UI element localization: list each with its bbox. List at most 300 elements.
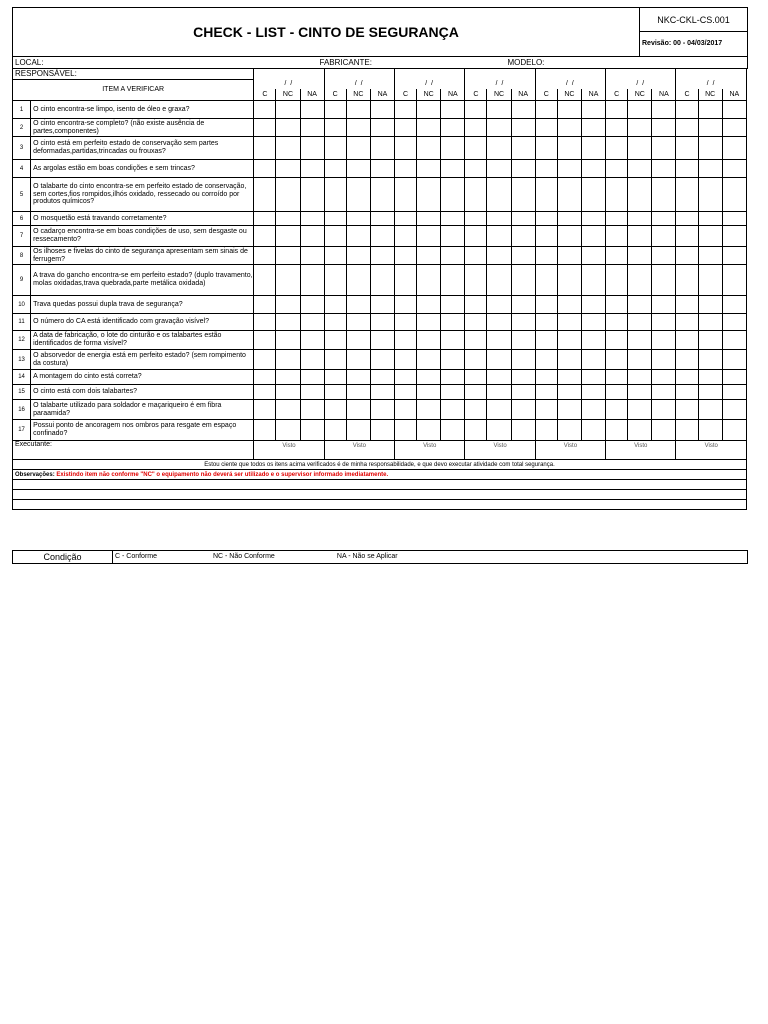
check-cell-na[interactable] <box>511 137 535 160</box>
check-cell-nc[interactable] <box>698 137 722 160</box>
check-cell-na[interactable] <box>511 296 535 314</box>
check-cell-nc[interactable] <box>276 296 300 314</box>
date-placeholder[interactable]: / / <box>254 80 324 90</box>
check-cell-c[interactable] <box>324 296 346 314</box>
check-cell-na[interactable] <box>370 385 394 400</box>
check-cell-c[interactable] <box>676 400 698 420</box>
check-cell-nc[interactable] <box>276 160 300 178</box>
check-cell-na[interactable] <box>370 137 394 160</box>
check-cell-na[interactable] <box>300 212 324 226</box>
check-cell-c[interactable] <box>606 178 628 212</box>
check-cell-nc[interactable] <box>487 212 511 226</box>
check-cell-na[interactable] <box>652 226 676 247</box>
check-cell-nc[interactable] <box>698 420 722 441</box>
check-cell-nc[interactable] <box>628 119 652 137</box>
check-cell-na[interactable] <box>722 247 746 265</box>
check-cell-nc[interactable] <box>557 296 581 314</box>
check-cell-na[interactable] <box>652 370 676 385</box>
check-cell-na[interactable] <box>722 331 746 350</box>
inspection-date-cell[interactable] <box>465 69 535 80</box>
check-cell-nc[interactable] <box>557 400 581 420</box>
check-cell-c[interactable] <box>606 385 628 400</box>
check-cell-nc[interactable] <box>417 296 441 314</box>
date-placeholder[interactable]: / / <box>324 80 394 90</box>
signature-cell[interactable] <box>676 450 747 460</box>
check-cell-na[interactable] <box>370 226 394 247</box>
check-cell-c[interactable] <box>535 101 557 119</box>
check-cell-nc[interactable] <box>557 370 581 385</box>
check-cell-nc[interactable] <box>417 247 441 265</box>
check-cell-na[interactable] <box>652 385 676 400</box>
check-cell-na[interactable] <box>581 420 605 441</box>
check-cell-c[interactable] <box>465 265 487 296</box>
check-cell-c[interactable] <box>606 119 628 137</box>
check-cell-c[interactable] <box>606 137 628 160</box>
check-cell-nc[interactable] <box>276 247 300 265</box>
check-cell-c[interactable] <box>254 101 276 119</box>
check-cell-nc[interactable] <box>417 331 441 350</box>
check-cell-c[interactable] <box>254 160 276 178</box>
check-cell-nc[interactable] <box>628 226 652 247</box>
check-cell-na[interactable] <box>441 420 465 441</box>
check-cell-na[interactable] <box>722 420 746 441</box>
check-cell-c[interactable] <box>324 160 346 178</box>
check-cell-c[interactable] <box>254 350 276 370</box>
check-cell-c[interactable] <box>465 420 487 441</box>
check-cell-c[interactable] <box>606 331 628 350</box>
check-cell-c[interactable] <box>465 350 487 370</box>
check-cell-na[interactable] <box>300 265 324 296</box>
check-cell-nc[interactable] <box>276 137 300 160</box>
check-cell-c[interactable] <box>254 137 276 160</box>
check-cell-na[interactable] <box>300 178 324 212</box>
check-cell-na[interactable] <box>511 400 535 420</box>
check-cell-c[interactable] <box>254 247 276 265</box>
check-cell-na[interactable] <box>441 331 465 350</box>
check-cell-na[interactable] <box>722 101 746 119</box>
check-cell-nc[interactable] <box>276 119 300 137</box>
check-cell-c[interactable] <box>465 331 487 350</box>
check-cell-nc[interactable] <box>487 385 511 400</box>
check-cell-nc[interactable] <box>346 296 370 314</box>
check-cell-nc[interactable] <box>346 314 370 331</box>
check-cell-c[interactable] <box>535 178 557 212</box>
check-cell-na[interactable] <box>652 350 676 370</box>
check-cell-c[interactable] <box>395 331 417 350</box>
check-cell-na[interactable] <box>581 400 605 420</box>
observations-line[interactable] <box>13 490 747 500</box>
check-cell-na[interactable] <box>441 314 465 331</box>
check-cell-c[interactable] <box>254 385 276 400</box>
check-cell-nc[interactable] <box>698 226 722 247</box>
check-cell-na[interactable] <box>581 350 605 370</box>
check-cell-na[interactable] <box>722 265 746 296</box>
check-cell-c[interactable] <box>324 247 346 265</box>
check-cell-c[interactable] <box>254 420 276 441</box>
check-cell-nc[interactable] <box>417 160 441 178</box>
check-cell-na[interactable] <box>441 265 465 296</box>
check-cell-c[interactable] <box>606 370 628 385</box>
check-cell-c[interactable] <box>535 296 557 314</box>
check-cell-nc[interactable] <box>628 420 652 441</box>
check-cell-c[interactable] <box>395 226 417 247</box>
check-cell-na[interactable] <box>581 265 605 296</box>
check-cell-nc[interactable] <box>628 385 652 400</box>
check-cell-c[interactable] <box>254 296 276 314</box>
check-cell-c[interactable] <box>395 420 417 441</box>
check-cell-na[interactable] <box>581 331 605 350</box>
check-cell-na[interactable] <box>652 400 676 420</box>
check-cell-c[interactable] <box>676 226 698 247</box>
check-cell-na[interactable] <box>511 178 535 212</box>
check-cell-c[interactable] <box>395 160 417 178</box>
check-cell-c[interactable] <box>606 247 628 265</box>
check-cell-c[interactable] <box>395 385 417 400</box>
check-cell-nc[interactable] <box>346 331 370 350</box>
check-cell-c[interactable] <box>676 420 698 441</box>
check-cell-c[interactable] <box>395 137 417 160</box>
check-cell-c[interactable] <box>465 137 487 160</box>
check-cell-c[interactable] <box>606 226 628 247</box>
check-cell-na[interactable] <box>300 420 324 441</box>
check-cell-nc[interactable] <box>557 101 581 119</box>
check-cell-na[interactable] <box>652 296 676 314</box>
check-cell-nc[interactable] <box>276 212 300 226</box>
check-cell-na[interactable] <box>300 350 324 370</box>
check-cell-na[interactable] <box>652 331 676 350</box>
check-cell-nc[interactable] <box>346 178 370 212</box>
check-cell-c[interactable] <box>676 178 698 212</box>
check-cell-nc[interactable] <box>276 420 300 441</box>
check-cell-c[interactable] <box>324 212 346 226</box>
check-cell-nc[interactable] <box>346 385 370 400</box>
check-cell-nc[interactable] <box>557 119 581 137</box>
check-cell-nc[interactable] <box>417 212 441 226</box>
check-cell-nc[interactable] <box>557 265 581 296</box>
check-cell-c[interactable] <box>395 247 417 265</box>
check-cell-na[interactable] <box>722 370 746 385</box>
check-cell-c[interactable] <box>676 370 698 385</box>
check-cell-na[interactable] <box>370 160 394 178</box>
check-cell-na[interactable] <box>441 212 465 226</box>
check-cell-nc[interactable] <box>346 265 370 296</box>
check-cell-na[interactable] <box>722 226 746 247</box>
check-cell-c[interactable] <box>395 119 417 137</box>
check-cell-na[interactable] <box>581 178 605 212</box>
signature-cell[interactable] <box>324 450 394 460</box>
check-cell-na[interactable] <box>370 420 394 441</box>
check-cell-na[interactable] <box>441 119 465 137</box>
check-cell-nc[interactable] <box>698 400 722 420</box>
check-cell-nc[interactable] <box>698 101 722 119</box>
check-cell-nc[interactable] <box>557 226 581 247</box>
check-cell-c[interactable] <box>254 212 276 226</box>
check-cell-nc[interactable] <box>487 119 511 137</box>
check-cell-na[interactable] <box>300 400 324 420</box>
check-cell-na[interactable] <box>441 160 465 178</box>
check-cell-nc[interactable] <box>487 265 511 296</box>
check-cell-nc[interactable] <box>417 370 441 385</box>
check-cell-na[interactable] <box>581 247 605 265</box>
check-cell-c[interactable] <box>465 296 487 314</box>
signature-cell[interactable] <box>254 450 324 460</box>
check-cell-c[interactable] <box>535 119 557 137</box>
fabricante-field[interactable]: FABRICANTE: <box>253 57 493 69</box>
check-cell-nc[interactable] <box>487 101 511 119</box>
check-cell-nc[interactable] <box>628 400 652 420</box>
check-cell-na[interactable] <box>722 296 746 314</box>
check-cell-nc[interactable] <box>698 385 722 400</box>
check-cell-c[interactable] <box>324 101 346 119</box>
check-cell-na[interactable] <box>300 137 324 160</box>
check-cell-nc[interactable] <box>628 296 652 314</box>
check-cell-nc[interactable] <box>346 101 370 119</box>
check-cell-na[interactable] <box>722 350 746 370</box>
check-cell-c[interactable] <box>606 400 628 420</box>
signature-cell[interactable] <box>395 450 465 460</box>
check-cell-na[interactable] <box>441 370 465 385</box>
check-cell-c[interactable] <box>535 350 557 370</box>
check-cell-nc[interactable] <box>417 119 441 137</box>
check-cell-c[interactable] <box>324 331 346 350</box>
check-cell-nc[interactable] <box>698 314 722 331</box>
check-cell-na[interactable] <box>652 265 676 296</box>
check-cell-na[interactable] <box>300 247 324 265</box>
check-cell-na[interactable] <box>370 119 394 137</box>
check-cell-na[interactable] <box>511 160 535 178</box>
check-cell-nc[interactable] <box>487 247 511 265</box>
check-cell-c[interactable] <box>535 331 557 350</box>
check-cell-nc[interactable] <box>628 101 652 119</box>
check-cell-na[interactable] <box>652 178 676 212</box>
check-cell-na[interactable] <box>722 137 746 160</box>
check-cell-nc[interactable] <box>628 314 652 331</box>
observations-line[interactable] <box>13 480 747 490</box>
check-cell-nc[interactable] <box>698 331 722 350</box>
check-cell-c[interactable] <box>465 160 487 178</box>
check-cell-c[interactable] <box>535 400 557 420</box>
check-cell-c[interactable] <box>676 331 698 350</box>
check-cell-na[interactable] <box>370 265 394 296</box>
check-cell-na[interactable] <box>652 212 676 226</box>
check-cell-na[interactable] <box>581 226 605 247</box>
check-cell-c[interactable] <box>676 101 698 119</box>
check-cell-nc[interactable] <box>698 212 722 226</box>
check-cell-nc[interactable] <box>276 101 300 119</box>
check-cell-c[interactable] <box>676 137 698 160</box>
check-cell-c[interactable] <box>254 370 276 385</box>
check-cell-na[interactable] <box>652 420 676 441</box>
check-cell-nc[interactable] <box>276 331 300 350</box>
check-cell-nc[interactable] <box>487 296 511 314</box>
modelo-field[interactable]: MODELO: <box>493 57 748 69</box>
check-cell-nc[interactable] <box>698 119 722 137</box>
check-cell-nc[interactable] <box>276 400 300 420</box>
check-cell-c[interactable] <box>254 178 276 212</box>
check-cell-c[interactable] <box>395 350 417 370</box>
check-cell-c[interactable] <box>535 420 557 441</box>
check-cell-nc[interactable] <box>557 160 581 178</box>
check-cell-c[interactable] <box>676 119 698 137</box>
check-cell-nc[interactable] <box>487 137 511 160</box>
check-cell-nc[interactable] <box>698 350 722 370</box>
check-cell-nc[interactable] <box>557 420 581 441</box>
check-cell-c[interactable] <box>395 370 417 385</box>
check-cell-c[interactable] <box>254 400 276 420</box>
check-cell-c[interactable] <box>535 212 557 226</box>
check-cell-na[interactable] <box>722 385 746 400</box>
check-cell-nc[interactable] <box>698 178 722 212</box>
check-cell-nc[interactable] <box>346 212 370 226</box>
executante-field[interactable] <box>13 441 254 460</box>
check-cell-c[interactable] <box>324 226 346 247</box>
check-cell-c[interactable] <box>324 119 346 137</box>
check-cell-c[interactable] <box>676 296 698 314</box>
check-cell-nc[interactable] <box>417 265 441 296</box>
check-cell-nc[interactable] <box>346 247 370 265</box>
check-cell-nc[interactable] <box>628 137 652 160</box>
check-cell-na[interactable] <box>722 400 746 420</box>
check-cell-nc[interactable] <box>487 400 511 420</box>
check-cell-nc[interactable] <box>628 350 652 370</box>
check-cell-na[interactable] <box>581 314 605 331</box>
check-cell-c[interactable] <box>535 265 557 296</box>
check-cell-nc[interactable] <box>417 420 441 441</box>
check-cell-nc[interactable] <box>557 331 581 350</box>
date-placeholder[interactable]: / / <box>535 80 605 90</box>
check-cell-na[interactable] <box>370 101 394 119</box>
check-cell-c[interactable] <box>535 137 557 160</box>
check-cell-c[interactable] <box>535 226 557 247</box>
check-cell-nc[interactable] <box>346 350 370 370</box>
inspection-date-cell[interactable] <box>324 69 394 80</box>
check-cell-nc[interactable] <box>487 226 511 247</box>
check-cell-nc[interactable] <box>276 314 300 331</box>
check-cell-nc[interactable] <box>628 370 652 385</box>
check-cell-na[interactable] <box>300 385 324 400</box>
check-cell-c[interactable] <box>254 226 276 247</box>
check-cell-nc[interactable] <box>557 385 581 400</box>
check-cell-nc[interactable] <box>698 247 722 265</box>
check-cell-na[interactable] <box>441 247 465 265</box>
check-cell-na[interactable] <box>441 101 465 119</box>
check-cell-c[interactable] <box>606 296 628 314</box>
check-cell-nc[interactable] <box>628 265 652 296</box>
check-cell-nc[interactable] <box>487 331 511 350</box>
check-cell-c[interactable] <box>324 137 346 160</box>
check-cell-nc[interactable] <box>698 296 722 314</box>
check-cell-na[interactable] <box>370 331 394 350</box>
inspection-date-cell[interactable] <box>535 69 605 80</box>
signature-cell[interactable] <box>465 450 535 460</box>
check-cell-nc[interactable] <box>628 331 652 350</box>
check-cell-na[interactable] <box>511 101 535 119</box>
check-cell-c[interactable] <box>535 247 557 265</box>
check-cell-c[interactable] <box>606 420 628 441</box>
check-cell-c[interactable] <box>676 350 698 370</box>
check-cell-c[interactable] <box>254 314 276 331</box>
check-cell-nc[interactable] <box>417 350 441 370</box>
check-cell-na[interactable] <box>652 119 676 137</box>
check-cell-nc[interactable] <box>628 212 652 226</box>
check-cell-na[interactable] <box>441 385 465 400</box>
check-cell-na[interactable] <box>581 101 605 119</box>
signature-cell[interactable] <box>535 450 605 460</box>
check-cell-nc[interactable] <box>276 350 300 370</box>
check-cell-nc[interactable] <box>417 101 441 119</box>
check-cell-na[interactable] <box>511 212 535 226</box>
check-cell-nc[interactable] <box>346 160 370 178</box>
check-cell-c[interactable] <box>324 178 346 212</box>
check-cell-na[interactable] <box>511 385 535 400</box>
check-cell-c[interactable] <box>465 385 487 400</box>
check-cell-c[interactable] <box>465 247 487 265</box>
check-cell-nc[interactable] <box>417 400 441 420</box>
check-cell-na[interactable] <box>722 178 746 212</box>
check-cell-nc[interactable] <box>487 420 511 441</box>
check-cell-nc[interactable] <box>346 370 370 385</box>
check-cell-c[interactable] <box>465 400 487 420</box>
check-cell-na[interactable] <box>581 119 605 137</box>
check-cell-c[interactable] <box>676 314 698 331</box>
check-cell-na[interactable] <box>652 137 676 160</box>
check-cell-na[interactable] <box>581 137 605 160</box>
check-cell-c[interactable] <box>324 400 346 420</box>
check-cell-c[interactable] <box>676 160 698 178</box>
check-cell-nc[interactable] <box>417 226 441 247</box>
check-cell-na[interactable] <box>722 212 746 226</box>
check-cell-nc[interactable] <box>628 160 652 178</box>
responsavel-field[interactable]: RESPONSÁVEL: <box>13 69 254 80</box>
check-cell-na[interactable] <box>300 119 324 137</box>
check-cell-nc[interactable] <box>346 137 370 160</box>
check-cell-c[interactable] <box>676 265 698 296</box>
check-cell-nc[interactable] <box>276 370 300 385</box>
check-cell-c[interactable] <box>535 160 557 178</box>
check-cell-c[interactable] <box>606 101 628 119</box>
check-cell-na[interactable] <box>652 101 676 119</box>
check-cell-c[interactable] <box>324 350 346 370</box>
check-cell-na[interactable] <box>511 314 535 331</box>
check-cell-na[interactable] <box>300 226 324 247</box>
check-cell-c[interactable] <box>324 370 346 385</box>
check-cell-nc[interactable] <box>628 247 652 265</box>
check-cell-c[interactable] <box>535 314 557 331</box>
check-cell-na[interactable] <box>441 350 465 370</box>
check-cell-nc[interactable] <box>276 178 300 212</box>
check-cell-c[interactable] <box>465 178 487 212</box>
date-placeholder[interactable]: / / <box>395 80 465 90</box>
check-cell-nc[interactable] <box>417 385 441 400</box>
check-cell-nc[interactable] <box>487 178 511 212</box>
check-cell-c[interactable] <box>254 265 276 296</box>
local-field[interactable]: LOCAL: <box>13 57 253 69</box>
check-cell-na[interactable] <box>300 101 324 119</box>
check-cell-c[interactable] <box>395 296 417 314</box>
check-cell-nc[interactable] <box>487 314 511 331</box>
check-cell-na[interactable] <box>300 160 324 178</box>
check-cell-c[interactable] <box>535 370 557 385</box>
check-cell-na[interactable] <box>581 212 605 226</box>
inspection-date-cell[interactable] <box>395 69 465 80</box>
check-cell-na[interactable] <box>300 331 324 350</box>
check-cell-nc[interactable] <box>346 420 370 441</box>
check-cell-na[interactable] <box>441 400 465 420</box>
check-cell-na[interactable] <box>511 420 535 441</box>
check-cell-na[interactable] <box>581 160 605 178</box>
check-cell-na[interactable] <box>370 350 394 370</box>
date-placeholder[interactable]: / / <box>465 80 535 90</box>
